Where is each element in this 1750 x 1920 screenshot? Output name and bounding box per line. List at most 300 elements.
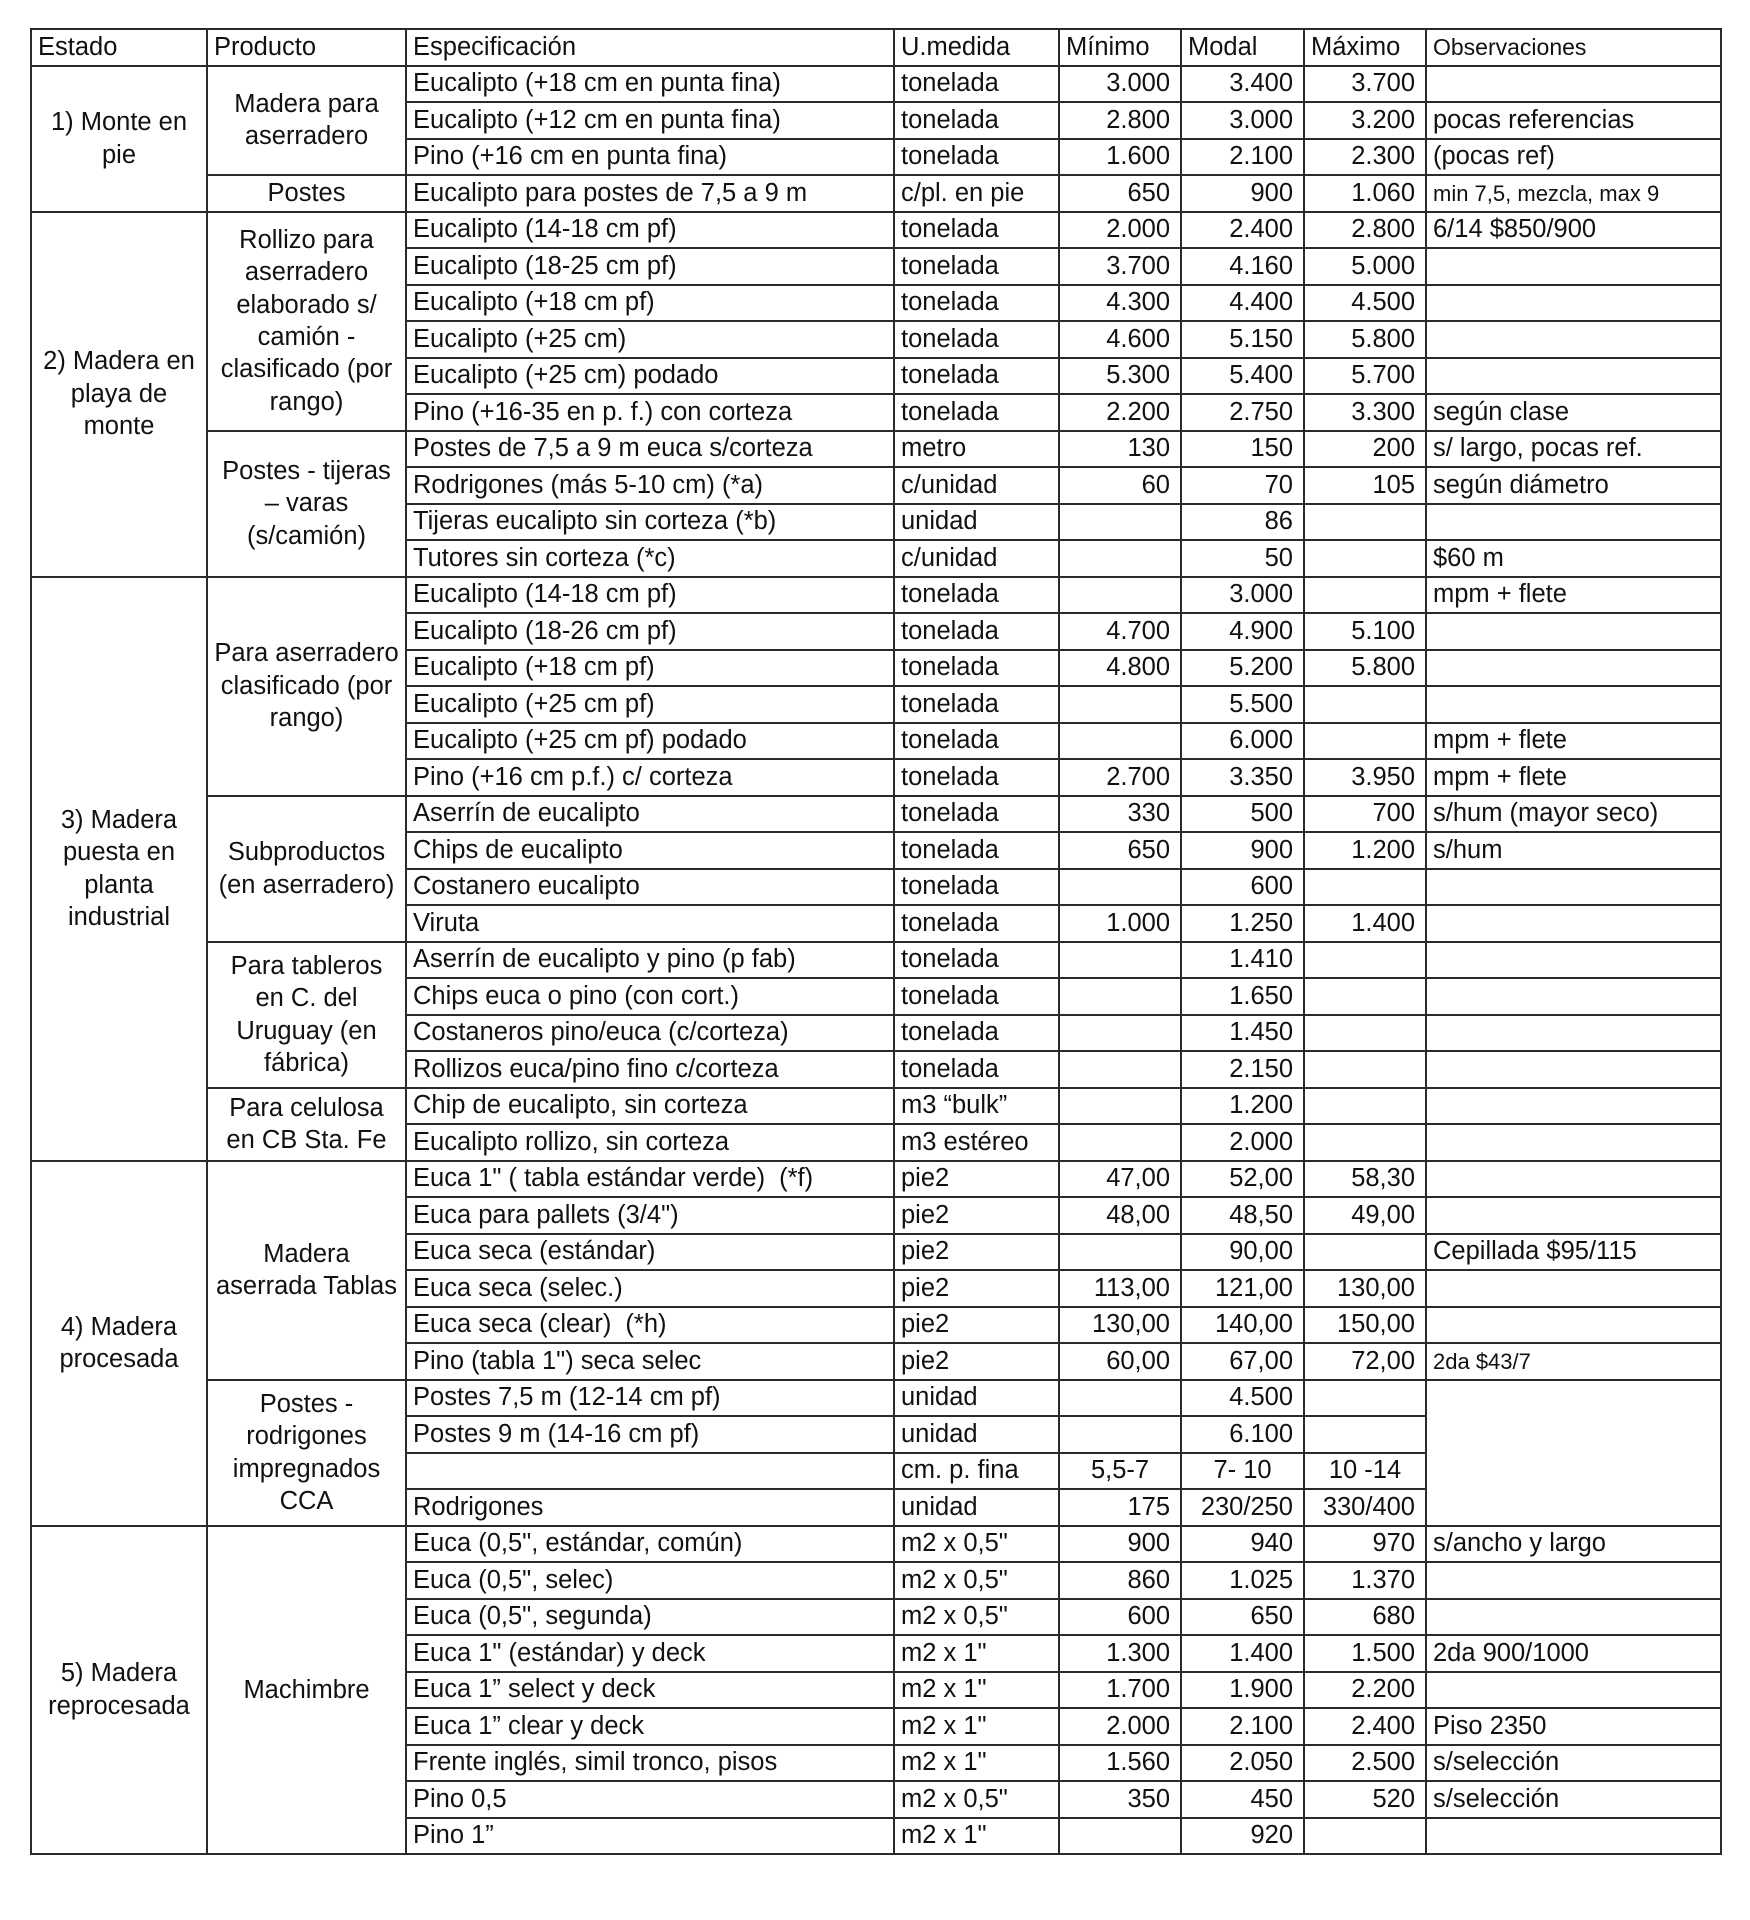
spec-text: Pino 1” [413,1821,494,1850]
spec-text: Pino (tabla 1") seca selec [413,1346,702,1375]
estado-cell: 5) Madera reprocesada [31,1526,207,1855]
spec-text: Tutores sin corteza (*c) [413,543,676,572]
modal-cell: 140,00 [1181,1307,1304,1344]
unit-cell: tonelada [894,285,1059,322]
table-row [31,577,1721,614]
spec-cell [406,650,894,687]
spec-text: Eucalipto (14-18 cm pf) [413,580,677,609]
obs-cell: 2da $43/7 [1426,1343,1721,1380]
modal-cell: 86 [1181,504,1304,541]
spec-cell [406,832,894,869]
obs-cell [1426,1599,1721,1636]
obs-cell: $60 m [1426,540,1721,577]
min-cell: 2.800 [1059,102,1181,139]
modal-cell: 4.900 [1181,613,1304,650]
spec-cell [406,1015,894,1052]
spec-cell [406,1197,894,1234]
modal-cell: 50 [1181,540,1304,577]
spec-text: Rodrigones (más 5-10 cm) (*a) [413,470,764,499]
spec-text: Euca (0,5", selec) [413,1565,614,1594]
producto-cell: Para tableros en C. del Uruguay (en fábrica) [207,942,406,1088]
modal-cell: 3.000 [1181,102,1304,139]
min-cell: 1.300 [1059,1635,1181,1672]
unit-cell: m2 x 1" [894,1672,1059,1709]
max-cell: 5.800 [1304,321,1426,358]
max-cell [1304,1416,1426,1453]
spec-text: Eucalipto (+25 cm pf) [413,689,655,718]
spec-cell [406,1343,894,1380]
unit-cell: pie2 [894,1161,1059,1198]
unit-cell: tonelada [894,212,1059,249]
max-cell: 10 -14 [1304,1453,1426,1490]
unit-cell: c/pl. en pie [894,175,1059,212]
min-cell [1059,540,1181,577]
max-cell [1304,869,1426,906]
producto-cell: Postes - tijeras – varas (s/camión) [207,431,406,577]
unit-cell: pie2 [894,1343,1059,1380]
modal-cell: 7- 10 [1181,1453,1304,1490]
min-cell: 2.200 [1059,394,1181,431]
unit-cell: m2 x 0,5" [894,1781,1059,1818]
table-row [31,175,1721,212]
min-cell: 860 [1059,1562,1181,1599]
min-cell: 600 [1059,1599,1181,1636]
modal-cell: 900 [1181,832,1304,869]
spec-text: Pino 0,5 [413,1784,507,1813]
max-cell: 5.700 [1304,358,1426,395]
min-cell: 5.300 [1059,358,1181,395]
obs-cell: pocas referencias [1426,102,1721,139]
producto-cell: Madera aserrada Tablas [207,1161,406,1380]
obs-cell: según clase [1426,394,1721,431]
unit-cell: m2 x 1" [894,1818,1059,1855]
obs-cell [1426,1307,1721,1344]
spec-cell [406,613,894,650]
obs-cell [1426,869,1721,906]
spec-cell [406,358,894,395]
min-cell: 60,00 [1059,1343,1181,1380]
unit-cell: tonelada [894,869,1059,906]
obs-cell [1426,1270,1721,1307]
obs-cell: s/ largo, pocas ref. [1426,431,1721,468]
producto-cell: Para celulosa en CB Sta. Fe [207,1088,406,1161]
spec-text: Eucalipto rollizo, sin corteza [413,1127,730,1156]
obs-cell [1426,942,1721,979]
spec-cell [406,175,894,212]
min-cell [1059,504,1181,541]
max-cell: 5.000 [1304,248,1426,285]
modal-cell: 940 [1181,1526,1304,1563]
max-cell: 200 [1304,431,1426,468]
estado-cell: 3) Madera puesta en planta industrial [31,577,207,1161]
unit-cell: tonelada [894,978,1059,1015]
spec-text: Pino (+16-35 en p. f.) con corteza [413,397,793,426]
spec-cell [406,1380,894,1417]
modal-cell: 2.100 [1181,1708,1304,1745]
min-cell: 48,00 [1059,1197,1181,1234]
min-cell: 2.700 [1059,759,1181,796]
header-row [31,29,1721,66]
obs-cell [1426,650,1721,687]
modal-cell: 900 [1181,175,1304,212]
table-row [31,1088,1721,1125]
modal-cell: 5.200 [1181,650,1304,687]
max-cell: 3.200 [1304,102,1426,139]
modal-cell: 1.450 [1181,1015,1304,1052]
header-maximo: Máximo [1304,29,1426,66]
unit-cell: metro [894,431,1059,468]
producto-cell: Postes [207,175,406,212]
min-cell [1059,1015,1181,1052]
obs-cell: 6/14 $850/900 [1426,212,1721,249]
unit-cell: m2 x 0,5" [894,1599,1059,1636]
max-cell: 2.500 [1304,1745,1426,1782]
spec-cell [406,686,894,723]
obs-cell [1426,248,1721,285]
spec-cell [406,905,894,942]
spec-text: Chip de eucalipto, sin corteza [413,1091,748,1120]
modal-cell: 1.410 [1181,942,1304,979]
spec-cell [406,139,894,176]
spec-cell [406,394,894,431]
modal-cell: 2.000 [1181,1124,1304,1161]
unit-cell: m2 x 1" [894,1708,1059,1745]
max-cell [1304,1088,1426,1125]
max-cell: 1.200 [1304,832,1426,869]
max-cell: 58,30 [1304,1161,1426,1198]
obs-cell: s/ancho y largo [1426,1526,1721,1563]
obs-cell: s/hum [1426,832,1721,869]
spec-cell [406,212,894,249]
max-cell: 1.500 [1304,1635,1426,1672]
spec-text: Eucalipto (+12 cm en punta fina) [413,105,781,134]
unit-cell: cm. p. fina [894,1453,1059,1490]
modal-cell: 920 [1181,1818,1304,1855]
min-cell: 350 [1059,1781,1181,1818]
modal-cell: 1.200 [1181,1088,1304,1125]
max-cell: 3.300 [1304,394,1426,431]
spec-cell [406,66,894,103]
unit-cell: unidad [894,1416,1059,1453]
max-cell [1304,540,1426,577]
estado-cell: 2) Madera en playa de monte [31,212,207,577]
unit-cell: tonelada [894,650,1059,687]
unit-cell: tonelada [894,102,1059,139]
modal-cell: 230/250 [1181,1489,1304,1526]
spec-cell [406,1489,894,1526]
min-cell [1059,1416,1181,1453]
unit-cell: c/unidad [894,467,1059,504]
max-cell: 130,00 [1304,1270,1426,1307]
modal-cell: 5.400 [1181,358,1304,395]
obs-cell [1426,1562,1721,1599]
obs-cell: mpm + flete [1426,577,1721,614]
max-cell: 330/400 [1304,1489,1426,1526]
spec-text: Euca 1" ( tabla estándar verde) [413,1164,766,1193]
spec-text: Viruta [413,908,480,937]
modal-cell: 600 [1181,869,1304,906]
min-cell: 4.300 [1059,285,1181,322]
modal-cell: 1.400 [1181,1635,1304,1672]
max-cell [1304,1380,1426,1417]
estado-cell: 1) Monte en pie [31,66,207,212]
unit-cell: tonelada [894,577,1059,614]
spec-text: Eucalipto (+25 cm) [413,324,627,353]
table-row [31,431,1721,468]
max-cell: 3.700 [1304,66,1426,103]
min-cell: 3.700 [1059,248,1181,285]
unit-cell: pie2 [894,1270,1059,1307]
max-cell [1304,1015,1426,1052]
obs-cell: s/hum (mayor seco) [1426,796,1721,833]
min-cell [1059,723,1181,760]
header-producto: Producto [207,29,406,66]
spec-text: Aserrín de eucalipto y pino (p fab) [413,945,796,974]
min-cell [1059,1234,1181,1271]
spec-cell [406,1635,894,1672]
modal-cell: 150 [1181,431,1304,468]
modal-cell: 450 [1181,1781,1304,1818]
obs-cell: 2da 900/1000 [1426,1635,1721,1672]
obs-cell: s/selección [1426,1745,1721,1782]
modal-cell: 4.400 [1181,285,1304,322]
min-cell [1059,1380,1181,1417]
modal-cell: 4.500 [1181,1380,1304,1417]
unit-cell: m2 x 1" [894,1635,1059,1672]
unit-cell: m2 x 1" [894,1745,1059,1782]
spec-cell [406,1234,894,1271]
obs-cell [1426,686,1721,723]
max-cell: 4.500 [1304,285,1426,322]
spec-text: Costanero eucalipto [413,872,640,901]
unit-cell: pie2 [894,1307,1059,1344]
obs-cell [1426,358,1721,395]
max-cell [1304,577,1426,614]
spec-cell [406,869,894,906]
obs-cell: min 7,5, mezcla, max 9 [1426,175,1721,212]
min-cell [1059,1124,1181,1161]
spec-cell [406,540,894,577]
spec-cell [406,467,894,504]
spec-text: Euca seca (selec.) [413,1273,623,1302]
spec-cell [406,1526,894,1563]
spec-cell [406,1088,894,1125]
min-cell: 4.800 [1059,650,1181,687]
min-cell: 130 [1059,431,1181,468]
min-cell: 60 [1059,467,1181,504]
spec-text: Tijeras eucalipto sin corteza (*b) [413,507,777,536]
modal-cell: 1.650 [1181,978,1304,1015]
min-cell: 4.600 [1059,321,1181,358]
producto-cell: Machimbre [207,1526,406,1855]
obs-cell [1426,1672,1721,1709]
spec-text: Costaneros pino/euca (c/corteza) [413,1018,789,1047]
spec-footnote: (*h) [625,1310,667,1339]
price-table [30,28,1722,1855]
spec-text: Eucalipto para postes de 7,5 a 9 m [413,178,808,207]
min-cell [1059,577,1181,614]
max-cell [1304,1234,1426,1271]
producto-cell: Subproductos (en aserradero) [207,796,406,942]
unit-cell: m2 x 0,5" [894,1562,1059,1599]
max-cell: 72,00 [1304,1343,1426,1380]
modal-cell: 1.025 [1181,1562,1304,1599]
unit-cell: c/unidad [894,540,1059,577]
obs-cell: Cepillada $95/115 [1426,1234,1721,1271]
modal-cell: 5.150 [1181,321,1304,358]
spec-cell [406,504,894,541]
min-cell: 330 [1059,796,1181,833]
min-cell [1059,1051,1181,1088]
obs-cell [1426,1380,1721,1526]
spec-cell [406,1270,894,1307]
min-cell [1059,1818,1181,1855]
header-minimo: Mínimo [1059,29,1181,66]
spec-cell [406,796,894,833]
unit-cell: tonelada [894,66,1059,103]
obs-cell [1426,978,1721,1015]
header-umedida: U.medida [894,29,1059,66]
min-cell: 113,00 [1059,1270,1181,1307]
modal-cell: 1.250 [1181,905,1304,942]
spec-text: Eucalipto (+18 cm pf) [413,653,655,682]
spec-text: Euca (0,5", estándar, común) [413,1529,743,1558]
max-cell: 970 [1304,1526,1426,1563]
spec-cell [406,723,894,760]
min-cell [1059,869,1181,906]
obs-cell [1426,321,1721,358]
min-cell: 650 [1059,832,1181,869]
obs-cell [1426,1161,1721,1198]
header-estado: Estado [31,29,207,66]
modal-cell: 2.150 [1181,1051,1304,1088]
modal-cell: 3.000 [1181,577,1304,614]
spec-footnote: (*f) [779,1164,814,1193]
spec-text: Eucalipto (+25 cm) podado [413,361,719,390]
max-cell: 49,00 [1304,1197,1426,1234]
min-cell [1059,942,1181,979]
modal-cell: 67,00 [1181,1343,1304,1380]
spec-cell [406,1161,894,1198]
unit-cell: m2 x 0,5" [894,1526,1059,1563]
spec-cell [406,1416,894,1453]
max-cell [1304,1818,1426,1855]
modal-cell: 121,00 [1181,1270,1304,1307]
spec-text: Eucalipto (+25 cm pf) podado [413,726,747,755]
min-cell: 5,5-7 [1059,1453,1181,1490]
unit-cell: tonelada [894,394,1059,431]
max-cell: 700 [1304,796,1426,833]
unit-cell: tonelada [894,759,1059,796]
unit-cell: m3 estéreo [894,1124,1059,1161]
table-body [31,66,1721,1855]
modal-cell: 6.000 [1181,723,1304,760]
obs-cell [1426,1088,1721,1125]
max-cell: 2.400 [1304,1708,1426,1745]
modal-cell: 2.100 [1181,139,1304,176]
min-cell: 1.000 [1059,905,1181,942]
min-cell [1059,686,1181,723]
modal-cell: 500 [1181,796,1304,833]
obs-cell [1426,1818,1721,1855]
unit-cell: unidad [894,1380,1059,1417]
obs-cell: según diámetro [1426,467,1721,504]
producto-cell: Postes - rodrigones impregnados CCA [207,1380,406,1526]
header-especificacion: Especificación [406,29,894,66]
producto-cell: Rollizo para aserradero elaborado s/ camión - clasificado (por rango) [207,212,406,431]
obs-cell [1426,504,1721,541]
min-cell: 3.000 [1059,66,1181,103]
modal-cell: 70 [1181,467,1304,504]
unit-cell: tonelada [894,796,1059,833]
modal-cell: 1.900 [1181,1672,1304,1709]
spec-cell [406,1307,894,1344]
spec-text: Aserrín de eucalipto [413,799,640,828]
unit-cell: m3 “bulk” [894,1088,1059,1125]
unit-cell: pie2 [894,1197,1059,1234]
spec-cell [406,1672,894,1709]
max-cell: 2.300 [1304,139,1426,176]
max-cell: 105 [1304,467,1426,504]
spec-text: Postes 7,5 m (12-14 cm pf) [413,1383,721,1412]
spec-text: Euca seca (clear) [413,1310,612,1339]
spec-text: Eucalipto (+18 cm en punta fina) [413,69,781,98]
max-cell: 520 [1304,1781,1426,1818]
spec-text: Postes de 7,5 a 9 m euca s/corteza [413,434,813,463]
obs-cell [1426,66,1721,103]
unit-cell: tonelada [894,248,1059,285]
spec-cell [406,285,894,322]
modal-cell: 6.100 [1181,1416,1304,1453]
spec-cell [406,1051,894,1088]
producto-cell: Para aserradero clasificado (por rango) [207,577,406,796]
unit-cell: tonelada [894,1051,1059,1088]
obs-cell [1426,905,1721,942]
obs-cell [1426,613,1721,650]
min-cell: 175 [1059,1489,1181,1526]
spec-text: Euca (0,5", segunda) [413,1602,652,1631]
header-observaciones: Observaciones [1426,29,1721,66]
min-cell: 1.600 [1059,139,1181,176]
unit-cell: unidad [894,504,1059,541]
table-row [31,212,1721,249]
max-cell [1304,978,1426,1015]
spec-text: Postes 9 m (14-16 cm pf) [413,1419,700,1448]
unit-cell: tonelada [894,358,1059,395]
spec-text: Euca 1” select y deck [413,1675,656,1704]
min-cell: 1.560 [1059,1745,1181,1782]
unit-cell: tonelada [894,832,1059,869]
modal-cell: 3.400 [1181,66,1304,103]
unit-cell: tonelada [894,723,1059,760]
max-cell: 5.100 [1304,613,1426,650]
min-cell [1059,978,1181,1015]
spec-text: Rollizos euca/pino fino c/corteza [413,1054,779,1083]
spec-text: Pino (+16 cm en punta fina) [413,142,727,171]
spec-cell [406,248,894,285]
unit-cell: tonelada [894,613,1059,650]
max-cell: 1.400 [1304,905,1426,942]
obs-cell [1426,1124,1721,1161]
unit-cell: tonelada [894,139,1059,176]
obs-cell [1426,1051,1721,1088]
spec-cell [406,1818,894,1855]
min-cell: 900 [1059,1526,1181,1563]
header-modal: Modal [1181,29,1304,66]
modal-cell: 650 [1181,1599,1304,1636]
spec-cell [406,1599,894,1636]
spec-cell [406,1708,894,1745]
